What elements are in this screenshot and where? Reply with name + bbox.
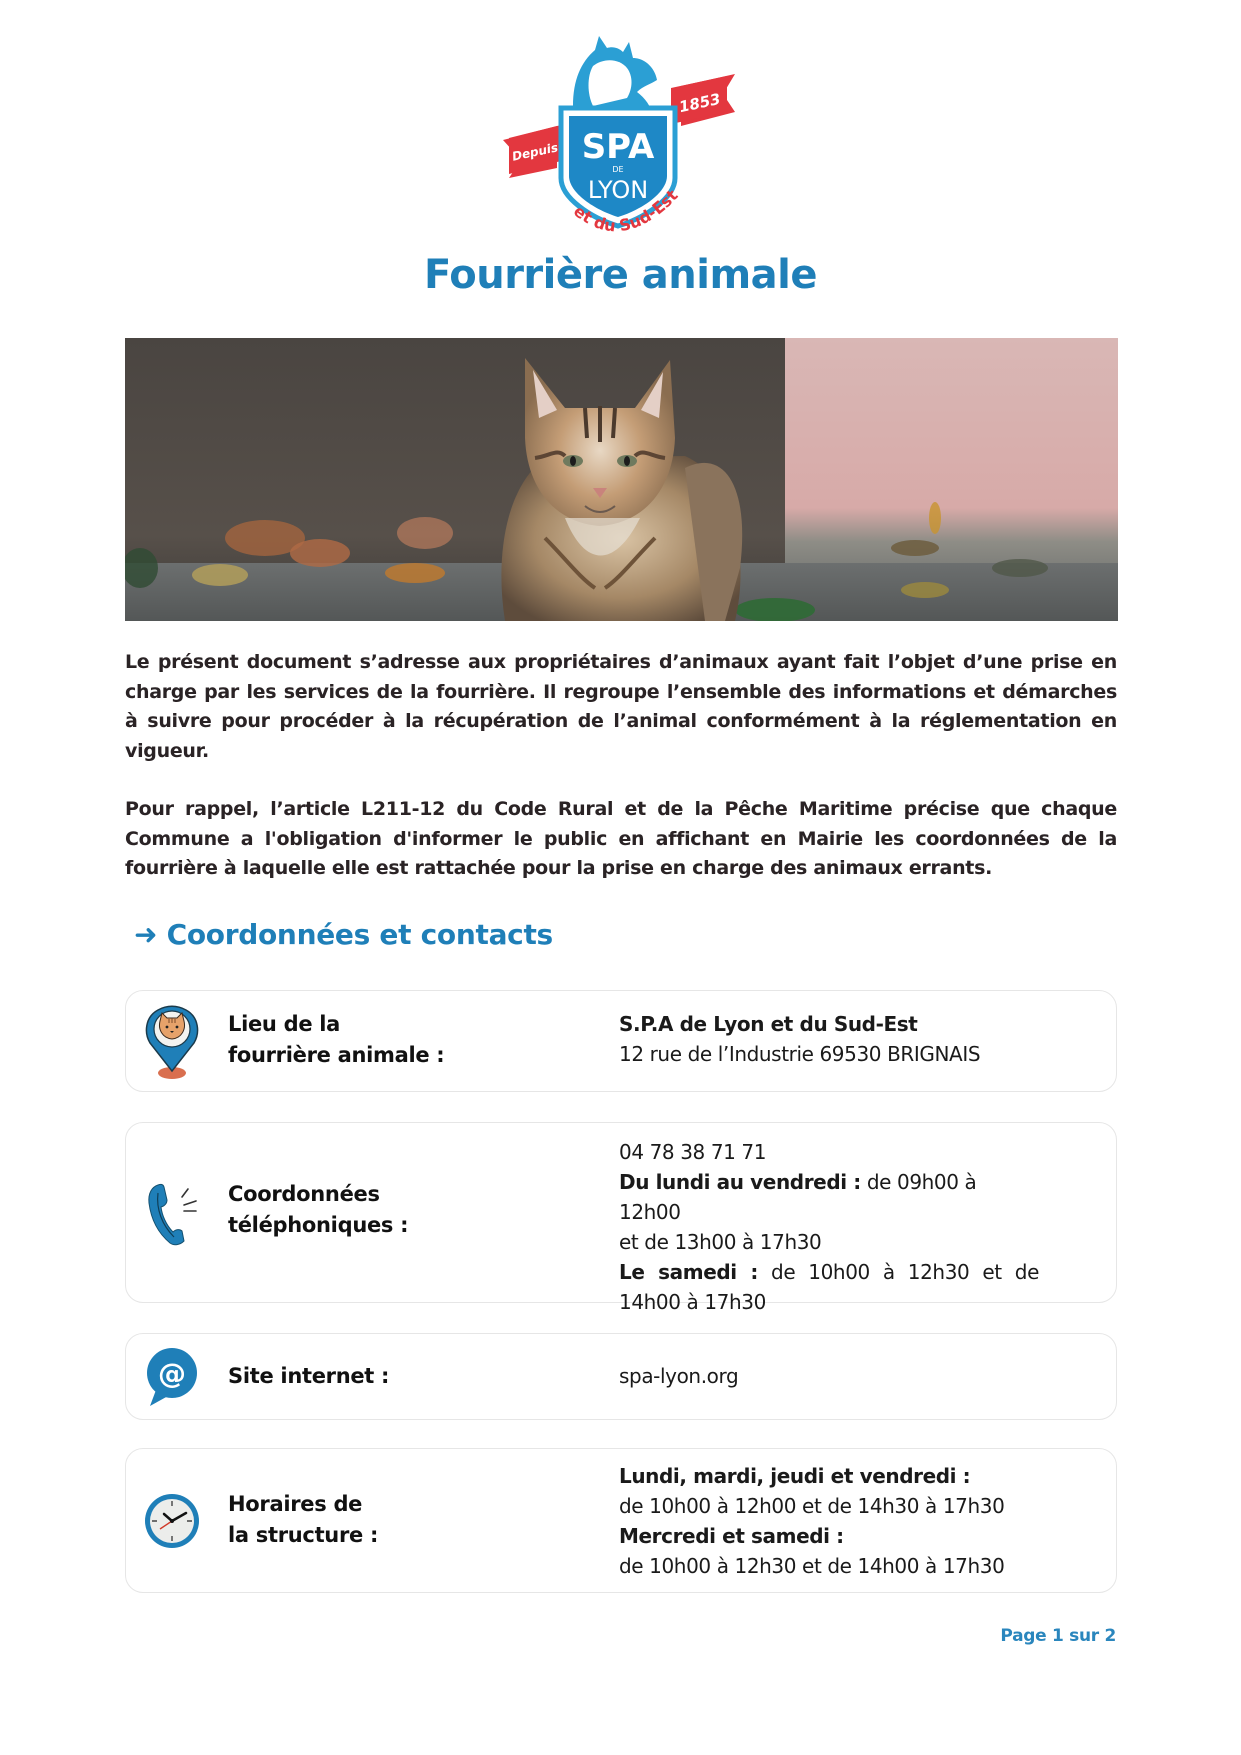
- section-heading-text: Coordonnées et contacts: [166, 918, 553, 951]
- location-pin-cat-icon: [142, 1003, 202, 1077]
- location-value: [619, 1009, 1039, 1069]
- phone-number[interactable]: 04 78 38 71 71: [619, 1140, 767, 1164]
- svg-text:Depuis: Depuis: [510, 140, 560, 164]
- card-website: [125, 1333, 1117, 1420]
- hero-cat-photo: [125, 338, 1118, 621]
- intro-paragraph: Le présent document s’adresse aux propriétaires d’animaux ayant fait l’objet d’une prise en charge par les services de la fourrière. Il regroupe l’ensemble des informations et démarches à suivre pour procéder à la récupération de l’animal conformément à la réglementation en vigueur.: [125, 651, 1117, 762]
- svg-text:1853: 1853: [677, 89, 723, 117]
- phone-value: 04 78 38 71 71 Du lundi au vendredi : de 09h00 à 12h00 et de 13h00 à 17h30 Le samedi : de 10h00 à 12h30 et de 14h00 à 17h30: [619, 1137, 1039, 1317]
- card-location: [125, 990, 1117, 1092]
- wed-sat-group-hours: de 10h00 à 12h30 et de 14h00 à 17h30: [619, 1554, 1005, 1578]
- wed-sat-group-days: Mercredi et samedi :: [619, 1524, 844, 1548]
- phone-label: Coordonnées téléphoniques :: [228, 1182, 409, 1237]
- hours-label: Horaires de la structure :: [228, 1492, 379, 1547]
- page-title: Fourrière animale: [424, 252, 817, 298]
- weekday-group-hours: de 10h00 à 12h00 et de 14h30 à 17h30: [619, 1494, 1005, 1518]
- clock-icon: [142, 1489, 202, 1563]
- weekday-hours: Du lundi au vendredi : de 09h00 à 12h00: [619, 1170, 977, 1224]
- svg-text:LYON: LYON: [587, 176, 649, 204]
- card-opening-hours: [125, 1448, 1117, 1593]
- svg-text:DE: DE: [612, 165, 624, 174]
- hours-value: [619, 1461, 1039, 1581]
- card-phone: [125, 1122, 1117, 1314]
- website-link[interactable]: spa-lyon.org: [619, 1364, 739, 1388]
- page-number: Page 1 sur 2: [1000, 1626, 1116, 1646]
- spa-lyon-logo: [495, 28, 745, 238]
- at-sign-bubble-icon: [142, 1346, 202, 1420]
- website-label: Site internet :: [228, 1364, 390, 1388]
- location-label: Lieu de la fourrière animale :: [228, 1012, 445, 1067]
- svg-text:et du Sud-Est: et du Sud-Est: [570, 185, 682, 236]
- arrow-right-icon: ➜: [134, 918, 158, 951]
- svg-text:@: @: [158, 1357, 186, 1390]
- weekday-group-days: Lundi, mardi, jeudi et vendredi :: [619, 1464, 971, 1488]
- organization-name: S.P.A de Lyon et du Sud-Est: [619, 1012, 918, 1036]
- legal-reminder-paragraph: Pour rappel, l’article L211-12 du Code Rural et de la Pêche Maritime précise que chaque Commune a l'obligation d'informer le public en affichant en Mairie les coordonnées de la fourrière à laquelle elle est rattachée pour la prise en charge des animaux errants.: [125, 798, 1117, 879]
- section-heading-contacts: [134, 918, 553, 951]
- address: 12 rue de l’Industrie 69530 BRIGNAIS: [619, 1042, 981, 1066]
- phone-icon: [142, 1179, 202, 1253]
- saturday-hours: Le samedi : de 10h00 à 12h30 et de: [619, 1260, 1039, 1284]
- svg-text:SPA: SPA: [581, 127, 655, 167]
